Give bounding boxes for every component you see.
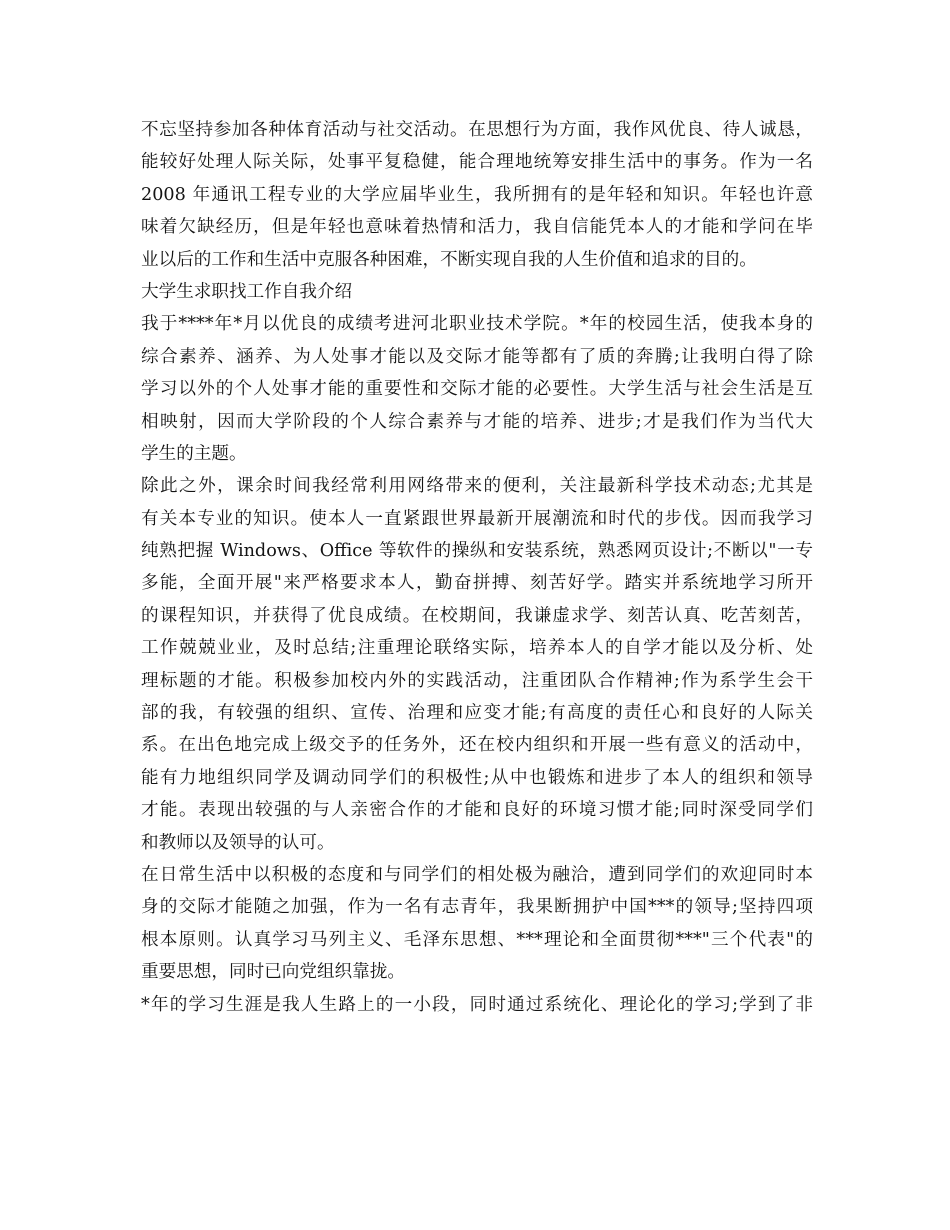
text-line: 部的我，有较强的组织、宣传、治理和应变才能;有高度的责任心和良好的人际关 bbox=[141, 703, 813, 724]
text-line: 和教师以及领导的认可。 bbox=[141, 832, 335, 853]
text-line: 根本原则。认真学习马列主义、毛泽东思想、***理论和全面贯彻***"三个代表"的 bbox=[141, 929, 813, 950]
text-line: 多能，全面开展"来严格要求本人，勤奋拼搏、刻苦好学。踏实并系统地学习所开 bbox=[141, 573, 813, 594]
text-line: 身的交际才能随之加强，作为一名有志青年，我果断拥护中国***的领导;坚持四项 bbox=[141, 897, 813, 918]
text-line: 工作兢兢业业，及时总结;注重理论联络实际，培养本人的自学才能以及分析、处 bbox=[141, 638, 813, 659]
text-line: 综合素养、涵养、为人处事才能以及交际才能等都有了质的奔腾;让我明白得了除 bbox=[141, 346, 813, 367]
text-line: 不忘坚持参加各种体育活动与社交活动。在思想行为方面，我作风优良、待人诚恳， bbox=[141, 120, 813, 140]
text-line: 我于****年*月以优良的成绩考进河北职业技术学院。*年的校园生活，使我本身的 bbox=[141, 314, 813, 335]
text-line: 纯熟把握 Windows、Office 等软件的操纵和安装系统，熟悉网页设计;不断以"一专 bbox=[141, 541, 813, 562]
text-line: 业以后的工作和生活中克服各种困难，不断实现自我的人生价值和追求的目的。 bbox=[141, 249, 757, 270]
text-line: 学习以外的个人处事才能的重要性和交际才能的必要性。大学生活与社会生活是互 bbox=[141, 379, 813, 400]
text-line: *年的学习生涯是我人生路上的一小段，同时通过系统化、理论化的学习;学到了非 bbox=[141, 994, 813, 1015]
text-line: 的课程知识，并获得了优良成绩。在校期间，我谦虚求学、刻苦认真、吃苦刻苦， bbox=[141, 605, 813, 626]
text-line: 除此之外，课余时间我经常利用网络带来的便利，关注最新科学技术动态;尤其是 bbox=[141, 476, 813, 497]
text-line: 学生的主题。 bbox=[141, 443, 247, 464]
text-line: 能有力地组织同学及调动同学们的积极性;从中也锻炼和进步了本人的组织和领导 bbox=[141, 767, 813, 788]
body-text bbox=[141, 114, 813, 1021]
text-line: 理标题的才能。积极参加校内外的实践活动，注重团队合作精神;作为系学生会干 bbox=[141, 670, 813, 691]
text-line: 在日常生活中以积极的态度和与同学们的相处极为融洽，遭到同学们的欢迎同时本 bbox=[141, 864, 813, 885]
text-line: 才能。表现出较强的与人亲密合作的才能和良好的环境习惯才能;同时深受同学们 bbox=[141, 800, 813, 821]
text-line: 2008 年通讯工程专业的大学应届毕业生，我所拥有的是年轻和知识。年轻也许意 bbox=[141, 184, 813, 205]
text-line: 重要思想，同时已向党组织靠拢。 bbox=[141, 962, 405, 983]
text-line: 系。在出色地完成上级交予的任务外，还在校内组织和开展一些有意义的活动中， bbox=[141, 735, 813, 756]
text-line: 有关本专业的知识。使本人一直紧跟世界最新开展潮流和时代的步伐。因而我学习 bbox=[141, 508, 813, 529]
text-line: 相映射，因而大学阶段的个人综合素养与才能的培养、进步;才是我们作为当代大 bbox=[141, 411, 813, 432]
text-line: 味着欠缺经历，但是年轻也意味着热情和活力，我自信能凭本人的才能和学问在毕 bbox=[141, 217, 813, 238]
text-line: 能较好处理人际关际，处事平复稳健，能合理地统筹安排生活中的事务。作为一名 bbox=[141, 152, 813, 173]
section-heading: 大学生求职找工作自我介绍 bbox=[141, 281, 353, 302]
